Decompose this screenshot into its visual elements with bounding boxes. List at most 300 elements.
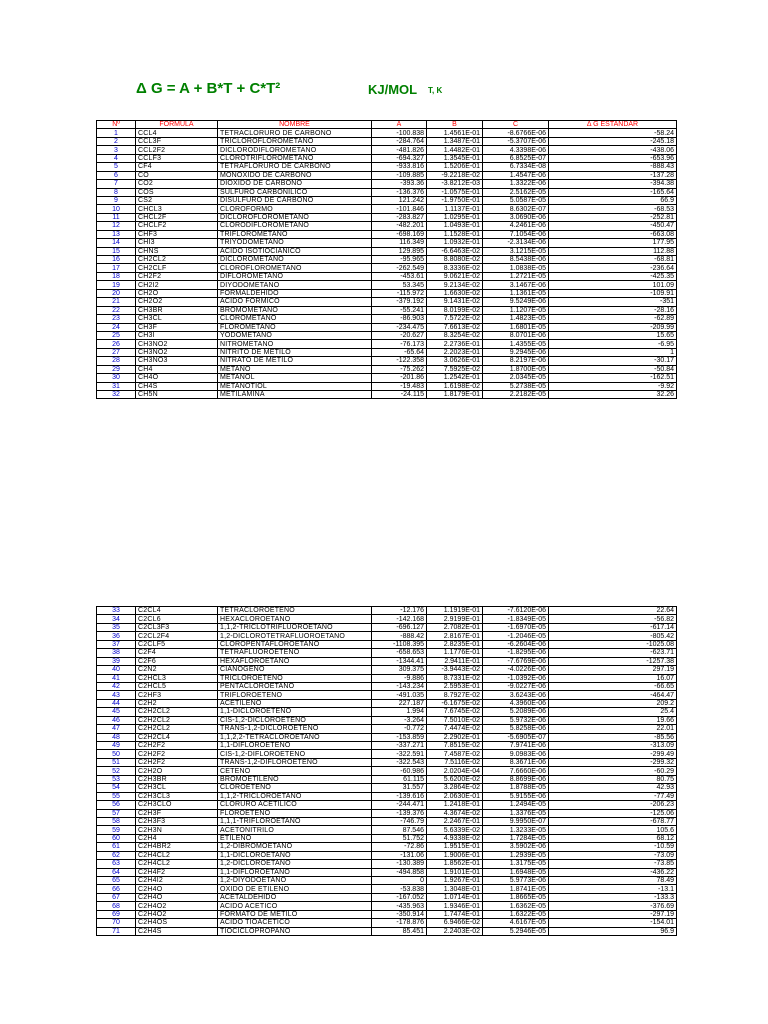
cell-b: 5.6200E-02: [427, 775, 483, 783]
cell-name: DIOXIDO DE CARBONO: [218, 180, 372, 188]
table-row: [97, 742, 677, 750]
cell-number: 20: [97, 289, 136, 297]
cell-a: 85.451: [372, 927, 427, 935]
cell-b: 6.9466E-02: [427, 919, 483, 927]
table-row: [97, 784, 677, 792]
cell-name: ACETALDEHIDO: [218, 893, 372, 901]
cell-name: 1,1-DICLOROETANO: [218, 851, 372, 859]
cell-b: 7.5116E-02: [427, 758, 483, 766]
cell-b: 4.3674E-02: [427, 809, 483, 817]
cell-formula: CHCLF2: [136, 222, 218, 230]
cell-formula: CH2O: [136, 289, 218, 297]
cell-b: 8.8080E-02: [427, 256, 483, 264]
cell-number: 64: [97, 868, 136, 876]
cell-formula: C2HCL3: [136, 674, 218, 682]
cell-a: 116.349: [372, 239, 427, 247]
cell-b: 7.5925E-02: [427, 365, 483, 373]
cell-delta-g: -133.3: [549, 893, 677, 901]
cell-c: 1.3175E-05: [483, 860, 549, 868]
cell-formula: C2H3CL3: [136, 792, 218, 800]
cell-name: TRANS-1,2-DICLOROETENO: [218, 725, 372, 733]
cell-formula: CCL3F: [136, 137, 218, 145]
table-row: [97, 801, 677, 809]
cell-number: 54: [97, 784, 136, 792]
cell-b: 7.6745E-02: [427, 708, 483, 716]
cell-delta-g: -425.35: [549, 272, 677, 280]
cell-delta-g: 66.9: [549, 196, 677, 204]
cell-c: 1.2721E-05: [483, 272, 549, 280]
table-row: [97, 180, 677, 188]
cell-b: 1.9267E-01: [427, 877, 483, 885]
cell-name: HEXACLOROETANO: [218, 615, 372, 623]
cell-c: 5.2946E-05: [483, 927, 549, 935]
cell-name: TETRACLORURO DE CARBONO: [218, 129, 372, 137]
cell-b: -6.1675E-02: [427, 699, 483, 707]
cell-b: 1.1528E-01: [427, 230, 483, 238]
table-row: [97, 775, 677, 783]
cell-name: CLOROETENO: [218, 784, 372, 792]
cell-b: 2.0630E-01: [427, 792, 483, 800]
cell-a: -142.168: [372, 615, 427, 623]
cell-b: 7.4474E-02: [427, 725, 483, 733]
cell-delta-g: -56.82: [549, 615, 677, 623]
col-header-number: Nº: [97, 121, 136, 129]
table-row: [97, 826, 677, 834]
table-row: [97, 289, 677, 297]
cell-c: -1.2046E-05: [483, 632, 549, 640]
cell-name: DIYODOMETANO: [218, 281, 372, 289]
cell-a: -76.173: [372, 340, 427, 348]
cell-b: 1.9515E-01: [427, 843, 483, 851]
table-row: [97, 632, 677, 640]
cell-c: -9.0227E-06: [483, 682, 549, 690]
cell-number: 17: [97, 264, 136, 272]
cell-name: OXIDO DE ETILENO: [218, 885, 372, 893]
cell-c: 7.1054E-06: [483, 230, 549, 238]
cell-a: -1344.41: [372, 657, 427, 665]
cell-number: 7: [97, 180, 136, 188]
cell-b: 9.1431E-02: [427, 298, 483, 306]
table-row: [97, 607, 677, 615]
cell-formula: COS: [136, 188, 218, 196]
cell-number: 37: [97, 640, 136, 648]
cell-formula: C2H4O: [136, 893, 218, 901]
cell-c: 1.8788E-05: [483, 784, 549, 792]
cell-c: 8.5438E-06: [483, 256, 549, 264]
cell-c: 1.3233E-05: [483, 826, 549, 834]
cell-c: 2.0345E-05: [483, 374, 549, 382]
cell-delta-g: -376.69: [549, 902, 677, 910]
cell-delta-g: 22.64: [549, 607, 677, 615]
cell-c: 6.8525E-07: [483, 154, 549, 162]
cell-delta-g: -438.06: [549, 146, 677, 154]
cell-a: -115.972: [372, 289, 427, 297]
cell-a: -72.86: [372, 843, 427, 851]
cell-delta-g: -6.95: [549, 340, 677, 348]
cell-formula: C2H4OS: [136, 919, 218, 927]
cell-number: 67: [97, 893, 136, 901]
cell-number: 66: [97, 885, 136, 893]
cell-b: 1.1919E-01: [427, 607, 483, 615]
cell-name: 1,2-DIYODOETANO: [218, 877, 372, 885]
cell-b: 7.5010E-02: [427, 716, 483, 724]
cell-a: -130.389: [372, 860, 427, 868]
cell-c: 1.6948E-05: [483, 868, 549, 876]
cell-c: 1.0838E-05: [483, 264, 549, 272]
cell-delta-g: -28.16: [549, 306, 677, 314]
cell-a: 0: [372, 877, 427, 885]
cell-c: 2.2182E-05: [483, 391, 549, 399]
table-row: [97, 205, 677, 213]
cell-formula: C2H3F: [136, 809, 218, 817]
cell-formula: C2CL2F4: [136, 632, 218, 640]
cell-number: 46: [97, 716, 136, 724]
cell-number: 27: [97, 348, 136, 356]
table-row: [97, 758, 677, 766]
cell-name: TETRAFLUOROETENO: [218, 649, 372, 657]
cell-formula: C2H4O: [136, 885, 218, 893]
cell-formula: C2H4F2: [136, 868, 218, 876]
cell-name: TRIYODOMETANO: [218, 239, 372, 247]
cell-name: FLOROETENO: [218, 809, 372, 817]
cell-delta-g: -62.89: [549, 315, 677, 323]
cell-formula: C2H3F3: [136, 817, 218, 825]
cell-delta-g: -1257.38: [549, 657, 677, 665]
cell-c: 5.9155E-06: [483, 792, 549, 800]
cell-a: -143.234: [372, 682, 427, 690]
cell-delta-g: -73.09: [549, 851, 677, 859]
col-header-c: C: [483, 121, 549, 129]
cell-a: -19.483: [372, 382, 427, 390]
cell-b: 2.8167E-01: [427, 632, 483, 640]
cell-formula: CH3I: [136, 331, 218, 339]
cell-number: 60: [97, 834, 136, 842]
cell-number: 58: [97, 817, 136, 825]
cell-c: 4.3960E-06: [483, 699, 549, 707]
cell-a: -337.271: [372, 742, 427, 750]
cell-number: 5: [97, 163, 136, 171]
cell-a: -101.846: [372, 205, 427, 213]
cell-a: -322.543: [372, 758, 427, 766]
table-row: [97, 163, 677, 171]
cell-c: 9.0983E-06: [483, 750, 549, 758]
cell-b: -3.9443E-02: [427, 666, 483, 674]
cell-formula: C2CL3F3: [136, 623, 218, 631]
table-row: [97, 272, 677, 280]
cell-a: -55.241: [372, 306, 427, 314]
cell-number: 30: [97, 374, 136, 382]
cell-c: 1.8741E-05: [483, 885, 549, 893]
cell-name: NITRITO DE METILO: [218, 348, 372, 356]
cell-formula: CH4O: [136, 374, 218, 382]
cell-b: -1.9750E-01: [427, 196, 483, 204]
cell-delta-g: -299.32: [549, 758, 677, 766]
table-row: [97, 615, 677, 623]
cell-formula: C2H4O2: [136, 902, 218, 910]
cell-a: -393.36: [372, 180, 427, 188]
cell-a: -167.052: [372, 893, 427, 901]
cell-a: -9.886: [372, 674, 427, 682]
table-row: [97, 340, 677, 348]
cell-name: BROMOMETANO: [218, 306, 372, 314]
cell-a: -350.914: [372, 910, 427, 918]
cell-formula: CS2: [136, 196, 218, 204]
table-row: [97, 699, 677, 707]
cell-a: -122.358: [372, 357, 427, 365]
table-row: [97, 188, 677, 196]
cell-delta-g: 112.88: [549, 247, 677, 255]
cell-formula: CH3NO2: [136, 340, 218, 348]
cell-name: BROMOETILENO: [218, 775, 372, 783]
cell-formula: C2H2CL2: [136, 716, 218, 724]
cell-number: 3: [97, 146, 136, 154]
cell-c: 9.5249E-06: [483, 298, 549, 306]
table-row: [97, 129, 677, 137]
cell-number: 19: [97, 281, 136, 289]
cell-name: CLORURO ACETILICO: [218, 801, 372, 809]
cell-formula: C2H3CLO: [136, 801, 218, 809]
cell-number: 68: [97, 902, 136, 910]
cell-a: 61.115: [372, 775, 427, 783]
cell-number: 29: [97, 365, 136, 373]
table-row: [97, 750, 677, 758]
col-header-b: B: [427, 121, 483, 129]
cell-number: 10: [97, 205, 136, 213]
cell-number: 32: [97, 391, 136, 399]
cell-name: ACIDO FORMICO: [218, 298, 372, 306]
cell-a: -20.627: [372, 331, 427, 339]
cell-c: -1.0392E-06: [483, 674, 549, 682]
cell-number: 65: [97, 877, 136, 885]
cell-b: 1.4482E-01: [427, 146, 483, 154]
cell-number: 57: [97, 809, 136, 817]
cell-number: 61: [97, 843, 136, 851]
cell-number: 62: [97, 851, 136, 859]
cell-delta-g: -623.71: [549, 649, 677, 657]
cell-a: -136.376: [372, 188, 427, 196]
cell-a: -888.42: [372, 632, 427, 640]
cell-formula: C2H4BR2: [136, 843, 218, 851]
cell-number: 6: [97, 171, 136, 179]
cell-delta-g: 96.9: [549, 927, 677, 935]
table-header-row: [97, 121, 677, 129]
cell-c: 1.2494E-05: [483, 801, 549, 809]
cell-c: 1.6801E-05: [483, 323, 549, 331]
cell-b: 1.1137E-01: [427, 205, 483, 213]
cell-number: 70: [97, 919, 136, 927]
cell-formula: CH2I2: [136, 281, 218, 289]
cell-c: 2.5162E-05: [483, 188, 549, 196]
cell-delta-g: -313.09: [549, 742, 677, 750]
cell-c: 3.5902E-06: [483, 843, 549, 851]
cell-b: 1.4561E-01: [427, 129, 483, 137]
cell-c: 1.3322E-06: [483, 180, 549, 188]
cell-delta-g: -450.47: [549, 222, 677, 230]
cell-delta-g: -9.92: [549, 382, 677, 390]
cell-b: 3.2864E-02: [427, 784, 483, 792]
cell-delta-g: -85.56: [549, 733, 677, 741]
cell-name: CIANOGENO: [218, 666, 372, 674]
cell-name: TRICLOROETENO: [218, 674, 372, 682]
cell-c: -5.6905E-07: [483, 733, 549, 741]
cell-number: 41: [97, 674, 136, 682]
cell-formula: CH2O2: [136, 298, 218, 306]
cell-b: 1.6630E-02: [427, 289, 483, 297]
cell-formula: CHF3: [136, 230, 218, 238]
table-row: [97, 256, 677, 264]
cell-formula: C2H2F2: [136, 758, 218, 766]
col-header-name: NOMBRE: [218, 121, 372, 129]
cell-name: TRIFLOROETENO: [218, 691, 372, 699]
cell-b: 1.3487E-01: [427, 137, 483, 145]
thermo-table-bottom: [96, 606, 677, 936]
cell-a: 87.546: [372, 826, 427, 834]
cell-a: -283.827: [372, 213, 427, 221]
cell-name: CLORODIFLOROMETANO: [218, 222, 372, 230]
cell-b: 2.9411E-01: [427, 657, 483, 665]
cell-number: 47: [97, 725, 136, 733]
table-row: [97, 348, 677, 356]
units-label: KJ/MOL: [368, 82, 418, 97]
cell-name: METILAMINA: [218, 391, 372, 399]
cell-name: TRANS-1,2-DIFLOROETENO: [218, 758, 372, 766]
cell-c: 4.3398E-06: [483, 146, 549, 154]
cell-c: 1.7284E-05: [483, 834, 549, 842]
table-row: [97, 649, 677, 657]
cell-b: 2.7082E-01: [427, 623, 483, 631]
cell-a: -746.79: [372, 817, 427, 825]
table-row: [97, 137, 677, 145]
cell-formula: CF4: [136, 163, 218, 171]
cell-a: -178.876: [372, 919, 427, 927]
cell-delta-g: 68.12: [549, 834, 677, 842]
cell-name: METANOTIOL: [218, 382, 372, 390]
cell-formula: C2F4: [136, 649, 218, 657]
cell-name: 1,1-DIFLOROETENO: [218, 742, 372, 750]
cell-formula: C2H2CL2: [136, 725, 218, 733]
cell-a: -139.616: [372, 792, 427, 800]
cell-number: 44: [97, 699, 136, 707]
cell-b: 1.0932E-01: [427, 239, 483, 247]
cell-b: 2.2467E-01: [427, 817, 483, 825]
table-row: [97, 323, 677, 331]
cell-formula: CH3CL: [136, 315, 218, 323]
cell-b: 1.1776E-01: [427, 649, 483, 657]
cell-delta-g: 297.19: [549, 666, 677, 674]
cell-name: METANOL: [218, 374, 372, 382]
table-row: [97, 146, 677, 154]
cell-name: ACIDO ISOTIOCIANICO: [218, 247, 372, 255]
cell-name: 1,2-DICLOROETANO: [218, 860, 372, 868]
cell-c: 3.1215E-05: [483, 247, 549, 255]
cell-delta-g: -68.53: [549, 205, 677, 213]
cell-formula: CH3F: [136, 323, 218, 331]
cell-c: 4.2461E-06: [483, 222, 549, 230]
cell-b: 3.0626E-01: [427, 357, 483, 365]
cell-name: 1,1-DIFLOROETANO: [218, 868, 372, 876]
cell-b: 5.6339E-02: [427, 826, 483, 834]
cell-name: TRIFLOROMETANO: [218, 230, 372, 238]
table-row: [97, 306, 677, 314]
table-row: [97, 391, 677, 399]
cell-a: -24.115: [372, 391, 427, 399]
cell-number: 22: [97, 306, 136, 314]
cell-b: 8.7331E-02: [427, 674, 483, 682]
cell-c: -1.8295E-06: [483, 649, 549, 657]
table-row: [97, 885, 677, 893]
cell-b: -6.6463E-02: [427, 247, 483, 255]
cell-b: 1.8179E-01: [427, 391, 483, 399]
cell-b: 1.0295E-01: [427, 213, 483, 221]
cell-b: 2.2023E-01: [427, 348, 483, 356]
cell-delta-g: -137.28: [549, 171, 677, 179]
cell-b: 2.2403E-02: [427, 927, 483, 935]
cell-formula: C2H2F2: [136, 750, 218, 758]
cell-b: 1.0493E-01: [427, 222, 483, 230]
cell-name: 1,1,2,2-TETRACLOROETANO: [218, 733, 372, 741]
cell-number: 34: [97, 615, 136, 623]
cell-number: 2: [97, 137, 136, 145]
cell-a: -1108.395: [372, 640, 427, 648]
cell-formula: CHCL2F: [136, 213, 218, 221]
cell-a: -109.885: [372, 171, 427, 179]
cell-number: 9: [97, 196, 136, 204]
cell-delta-g: 32.26: [549, 391, 677, 399]
cell-name: 1,2-DICLOROTETRAFLUOROETANO: [218, 632, 372, 640]
table-row: [97, 843, 677, 851]
cell-number: 50: [97, 750, 136, 758]
cell-name: SULFURO CARBONILICO: [218, 188, 372, 196]
cell-delta-g: 101.09: [549, 281, 677, 289]
cell-delta-g: 78.49: [549, 877, 677, 885]
cell-b: -1.0575E-01: [427, 188, 483, 196]
cell-b: 1.6198E-02: [427, 382, 483, 390]
cell-name: TETRACLOROETENO: [218, 607, 372, 615]
cell-c: 1.6322E-05: [483, 910, 549, 918]
cell-name: DICLORODIFLOROMETANO: [218, 146, 372, 154]
cell-c: 5.2738E-05: [483, 382, 549, 390]
thermo-table-top: [96, 120, 677, 399]
cell-b: -9.2218E-02: [427, 171, 483, 179]
cell-number: 45: [97, 708, 136, 716]
cell-a: -284.764: [372, 137, 427, 145]
cell-a: -65.64: [372, 348, 427, 356]
cell-a: -453.61: [372, 272, 427, 280]
cell-c: 7.9741E-06: [483, 742, 549, 750]
cell-b: 1.9346E-01: [427, 902, 483, 910]
cell-formula: C2H4: [136, 834, 218, 842]
cell-formula: CH3BR: [136, 306, 218, 314]
table-row: [97, 851, 677, 859]
cell-delta-g: -77.49: [549, 792, 677, 800]
cell-b: 1.2418E-01: [427, 801, 483, 809]
cell-a: -322.591: [372, 750, 427, 758]
cell-number: 12: [97, 222, 136, 230]
cell-b: 7.5722E-02: [427, 315, 483, 323]
cell-a: 309.375: [372, 666, 427, 674]
cell-number: 25: [97, 331, 136, 339]
cell-formula: CCL2F2: [136, 146, 218, 154]
cell-b: 9.0621E-02: [427, 272, 483, 280]
cell-formula: C2CL6: [136, 615, 218, 623]
cell-a: -86.903: [372, 315, 427, 323]
cell-delta-g: -1025.08: [549, 640, 677, 648]
table-row: [97, 196, 677, 204]
cell-a: -379.192: [372, 298, 427, 306]
cell-name: 1,1,1-TRIFLOROETANO: [218, 817, 372, 825]
cell-a: -0.772: [372, 725, 427, 733]
cell-formula: C2F6: [136, 657, 218, 665]
